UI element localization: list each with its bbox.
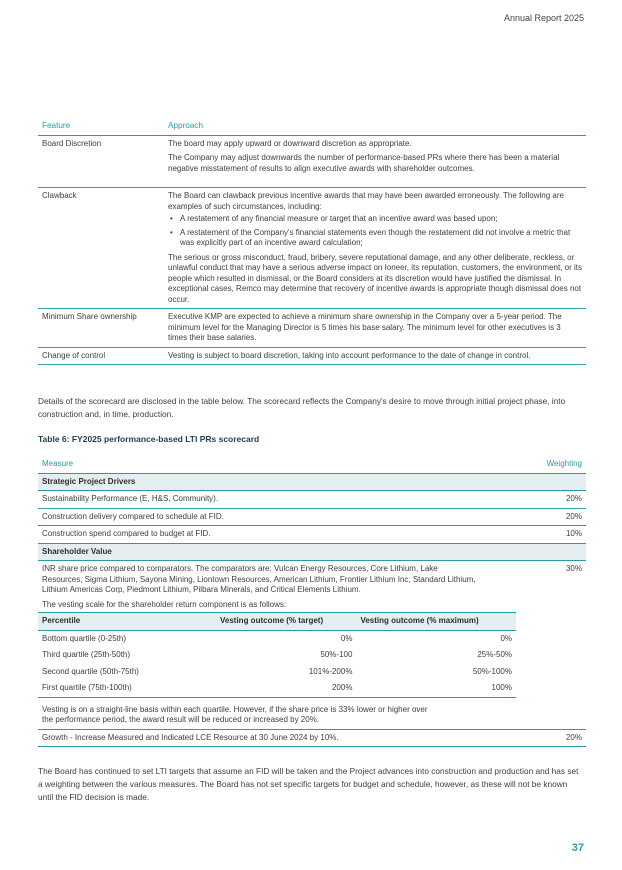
table-row xyxy=(38,647,516,664)
table-row xyxy=(38,309,586,348)
group-row xyxy=(38,473,586,491)
table-row xyxy=(38,729,586,747)
weighting-cell xyxy=(520,702,586,730)
vesting-scale-table xyxy=(38,612,516,698)
maximum-cell: 0% xyxy=(500,633,512,643)
measure-text: INR share price compared to comparators. The comparators are: Vulcan Energy Resources, Core Lithium, Lake Resources, Sigma Lithium, Sayona Mining, Liontown Resources, American Lithium, Frontier Lithium Inc, Standard Lithium, Lithium Americas Corp, Piedmont Lithium, Pilbara Minerals, and Critical Elements Lithium. xyxy=(42,564,476,594)
page-number: 37 xyxy=(571,842,584,854)
feature-cell: Board Discretion xyxy=(38,135,164,188)
measure-cell xyxy=(38,561,520,702)
table-row xyxy=(38,664,516,681)
target-cell: 200% xyxy=(216,680,356,697)
feature-cell: Change of control xyxy=(38,347,164,365)
approach-paragraph: The board may apply upward or downward discretion as appropriate. xyxy=(168,138,412,148)
approach-cell xyxy=(164,347,586,365)
measure-cell: Construction spend compared to budget at FID. xyxy=(38,526,520,544)
table-row xyxy=(38,347,586,365)
column-header-maximum: Vesting outcome (% maximum) xyxy=(356,613,516,631)
weighting-cell: 10% xyxy=(520,526,586,544)
table-caption: Table 6: FY2025 performance-based LTI PRs scorecard xyxy=(38,434,260,444)
column-header-measure: Measure xyxy=(38,456,520,473)
vesting-note: Vesting is on a straight-line basis within each quartile. However, if the share price is 33% lower or higher over the performance period, the award result will be reduced or increased by 20%. xyxy=(38,702,520,730)
measure-cell: Sustainability Performance (E, H&S, Community). xyxy=(38,491,520,509)
table-row xyxy=(38,561,586,702)
measure-cell: Construction delivery compared to schedule at FID. xyxy=(38,508,520,526)
approach-cell xyxy=(164,309,586,348)
percentile-cell: Second quartile (50th-75th) xyxy=(42,666,139,676)
table-row xyxy=(38,188,586,309)
table-row xyxy=(38,491,586,509)
column-header-weighting: Weighting xyxy=(520,456,586,473)
approach-paragraph: The Company may adjust downwards the number of performance-based PRs where there has been a material negative misstatement of results to align executive awards with shareholder outcomes. xyxy=(168,153,560,173)
maximum-cell: 100% xyxy=(356,680,516,697)
table-row xyxy=(38,630,516,647)
percentile-cell: Third quartile (25th-50th) xyxy=(42,650,131,659)
approach-paragraph: Vesting is subject to board discretion, taking into account performance to the date of change in control. xyxy=(168,350,531,360)
report-title: Annual Report 2025 xyxy=(503,13,584,23)
measure-cell: Growth - Increase Measured and Indicated LCE Resource at 30 June 2024 by 10%. xyxy=(38,729,520,747)
table-row xyxy=(38,526,586,544)
approach-paragraph: The serious or gross misconduct, fraud, bribery, severe reputational damage, and any other deliberate, reckless, or unlawful conduct that may have a serious adverse impact on Ioneer, its reputation, customers, the environment, or its people which resulted in dismissal, or the Board considers at its discretion would have justified the dismissal. In exceptional cases, Remco may determine that recovery of incentive awards is appropriate though dismissal does not occur. xyxy=(168,252,582,304)
table-row xyxy=(38,508,586,526)
table-row xyxy=(38,702,586,730)
maximum-cell: 50%-100% xyxy=(472,666,512,676)
column-header-target: Vesting outcome (% target) xyxy=(216,613,356,631)
column-header-feature: Feature xyxy=(38,118,164,135)
intro-paragraph: Details of the scorecard are disclosed in the table below. The scorecard reflects the Company's desire to move through initial project phase, into construction and, in time, production. xyxy=(38,396,566,419)
closing-paragraph: The Board has continued to set LTI targets that assume an FID will be taken and the Project advances into construction and production and has set a weighting between the various measures. The Board has not set specific targets for budget and schedule, however, as these will not be known until the FID decision is made. xyxy=(38,766,579,802)
weighting-cell: 20% xyxy=(520,508,586,526)
group-title: Shareholder Value xyxy=(38,543,586,561)
table-row xyxy=(38,135,586,188)
target-cell: 0% xyxy=(340,633,353,643)
column-header-percentile: Percentile xyxy=(38,613,216,631)
percentile-cell: Bottom quartile (0-25th) xyxy=(42,633,127,643)
approach-paragraph: Executive KMP are expected to achieve a minimum share ownership in the Company over a 5-year period. The minimum level for the Managing Director is 5 times his base salary. The minimum level for other executives is 3 times their base salaries. xyxy=(168,312,562,342)
scale-intro: The vesting scale for the shareholder return component is as follows: xyxy=(42,599,287,609)
weighting-cell: 20% xyxy=(520,491,586,509)
approach-paragraph: The Board can clawback previous incentive awards that may have been awarded erroneously. The following are examples of such circumstances, including: xyxy=(168,191,564,211)
target-cell: 50%-100 xyxy=(320,650,353,659)
group-title: Strategic Project Drivers xyxy=(38,473,586,491)
feature-cell: Clawback xyxy=(38,188,164,309)
approach-cell xyxy=(164,135,586,188)
approach-cell xyxy=(164,188,586,309)
maximum-cell: 25%-50% xyxy=(477,650,512,659)
weighting-cell: 20% xyxy=(520,729,586,747)
target-cell: 101%-200% xyxy=(308,666,353,676)
list-item: • A restatement of the Company's financial statements even though the restatement did not involve a metric that was explicitly part of an incentive award calculation; xyxy=(180,228,582,249)
feature-approach-table xyxy=(38,118,586,365)
bullet-list xyxy=(168,214,582,249)
weighting-cell: 30% xyxy=(565,564,582,573)
list-item: • A restatement of any financial measure or target that an incentive award was based upon; xyxy=(180,214,582,225)
group-row xyxy=(38,543,586,561)
column-header-approach: Approach xyxy=(164,118,586,135)
percentile-cell: First quartile (75th-100th) xyxy=(38,680,216,697)
scorecard-table xyxy=(38,456,586,747)
feature-cell: Minimum Share ownership xyxy=(38,309,164,348)
table-row xyxy=(38,680,516,697)
